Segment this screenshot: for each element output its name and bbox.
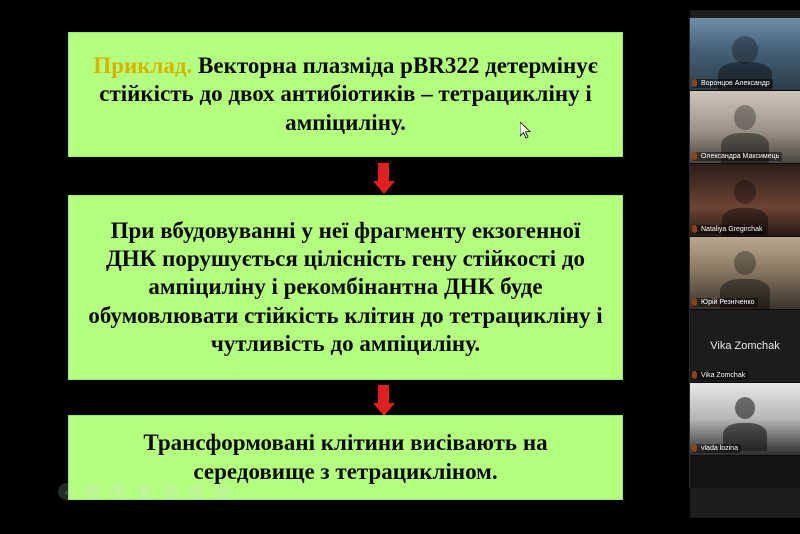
participant-tile[interactable] [690,383,800,456]
zoom-out-icon[interactable]: － [162,483,179,500]
slide-box1-text: Векторна плазміда pBR322 детермінує стійкість до двох антибіотиків – тетрацикліну і ампіциліну. [99,53,598,135]
slide-box1-highlight: Приклад. [93,53,193,79]
slide-control-bar[interactable] [58,483,231,500]
participant-tile[interactable] [690,164,800,237]
participant-display-name: Vika Zomchak [710,340,780,352]
pen-tool-icon[interactable]: ✎ [110,483,127,500]
participant-name: vlada lozina [692,444,741,453]
participant-tile[interactable] [690,91,800,164]
next-slide-icon[interactable]: › [84,483,101,500]
participant-name: Vika Zomchak [692,371,748,380]
participant-tile[interactable] [690,18,800,91]
participant-name: Олександра Максимець [692,152,782,161]
slide-text-box-1 [68,32,623,157]
zoom-in-icon[interactable]: ＋ [188,483,205,500]
previous-slide-icon[interactable]: ‹ [58,483,75,500]
participant-filmstrip[interactable] [689,18,800,488]
slide-box2-text: При вбудовуванні у неї фрагменту екзогенної ДНК порушується цілісність гену стійкості до ампіциліну і рекомбінантна ДНК буде обумовлювати стійкість клітин до тетрацикліну і чутливість до ампіциліну. [88,218,603,356]
participant-name: Nataliya Gregirchak [692,225,765,234]
participant-tile-active[interactable] [690,310,800,383]
fullscreen-icon[interactable]: ⛶ [214,483,231,500]
pointer-tool-icon[interactable]: ➤ [136,483,153,500]
shared-screen-slide [0,10,800,518]
slide-box3-text: Трансформовані клітини висівають на середовище з тетрацикліном. [143,430,548,484]
participant-name: Воронцов Александр [692,79,773,88]
bottom-letterbox [0,518,800,534]
slide-text-box-2 [68,195,623,380]
participant-name: Юрій Резніченко [692,298,758,307]
participant-tile[interactable] [690,237,800,310]
top-letterbox [0,0,800,10]
